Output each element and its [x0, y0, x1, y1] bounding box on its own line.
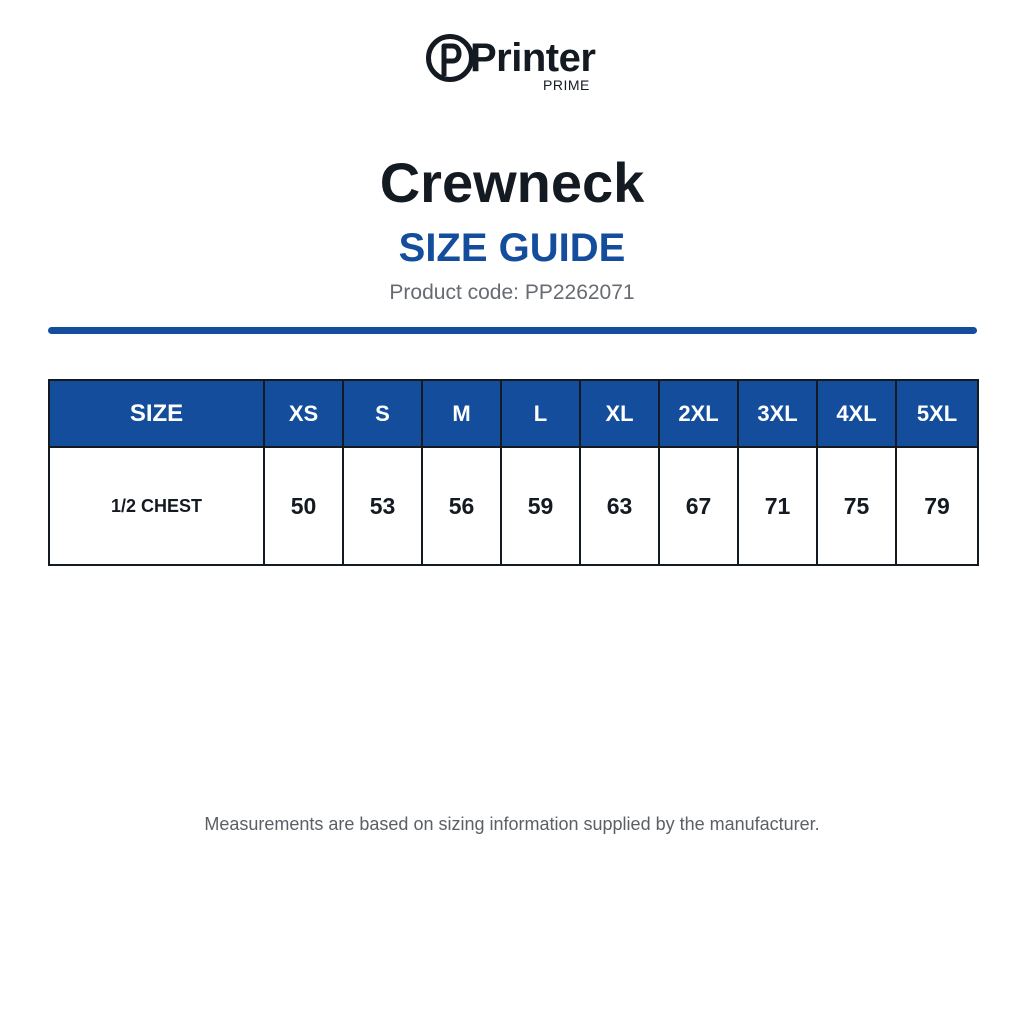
size-header-cell: 5XL [896, 380, 978, 447]
printer-prime-logo [426, 32, 606, 96]
measurement-cell: 63 [580, 447, 659, 565]
measurement-cell: 56 [422, 447, 501, 565]
measurement-cell: 50 [264, 447, 343, 565]
footnote: Measurements are based on sizing information supplied by the manufacturer. [204, 814, 820, 834]
size-header-label: SIZE [49, 380, 264, 447]
size-header-cell: M [422, 380, 501, 447]
size-header-cell: XL [580, 380, 659, 447]
logo-wordmark: Printer [470, 36, 596, 80]
size-header-row [49, 380, 978, 447]
measurement-cell: 59 [501, 447, 580, 565]
page-subtitle: SIZE GUIDE [398, 226, 626, 270]
measurement-cell: 67 [659, 447, 738, 565]
row-label-chest: 1/2 CHEST [49, 447, 264, 565]
size-header-cell: XS [264, 380, 343, 447]
page-title: Crewneck [379, 151, 645, 214]
header-divider [48, 327, 977, 334]
logo-p-icon [426, 32, 474, 88]
measurement-cell: 79 [896, 447, 978, 565]
table-row [49, 447, 978, 565]
size-header-cell: 3XL [738, 380, 817, 447]
measurement-cell: 75 [817, 447, 896, 565]
size-header-cell: L [501, 380, 580, 447]
size-header-cell: S [343, 380, 422, 447]
measurement-cell: 71 [738, 447, 817, 565]
size-header-cell: 4XL [817, 380, 896, 447]
size-header-cell: 2XL [659, 380, 738, 447]
product-code: Product code: PP2262071 [389, 281, 635, 304]
measurement-cell: 53 [343, 447, 422, 565]
size-table [48, 379, 979, 566]
logo-subtitle: PRIME [543, 77, 590, 93]
